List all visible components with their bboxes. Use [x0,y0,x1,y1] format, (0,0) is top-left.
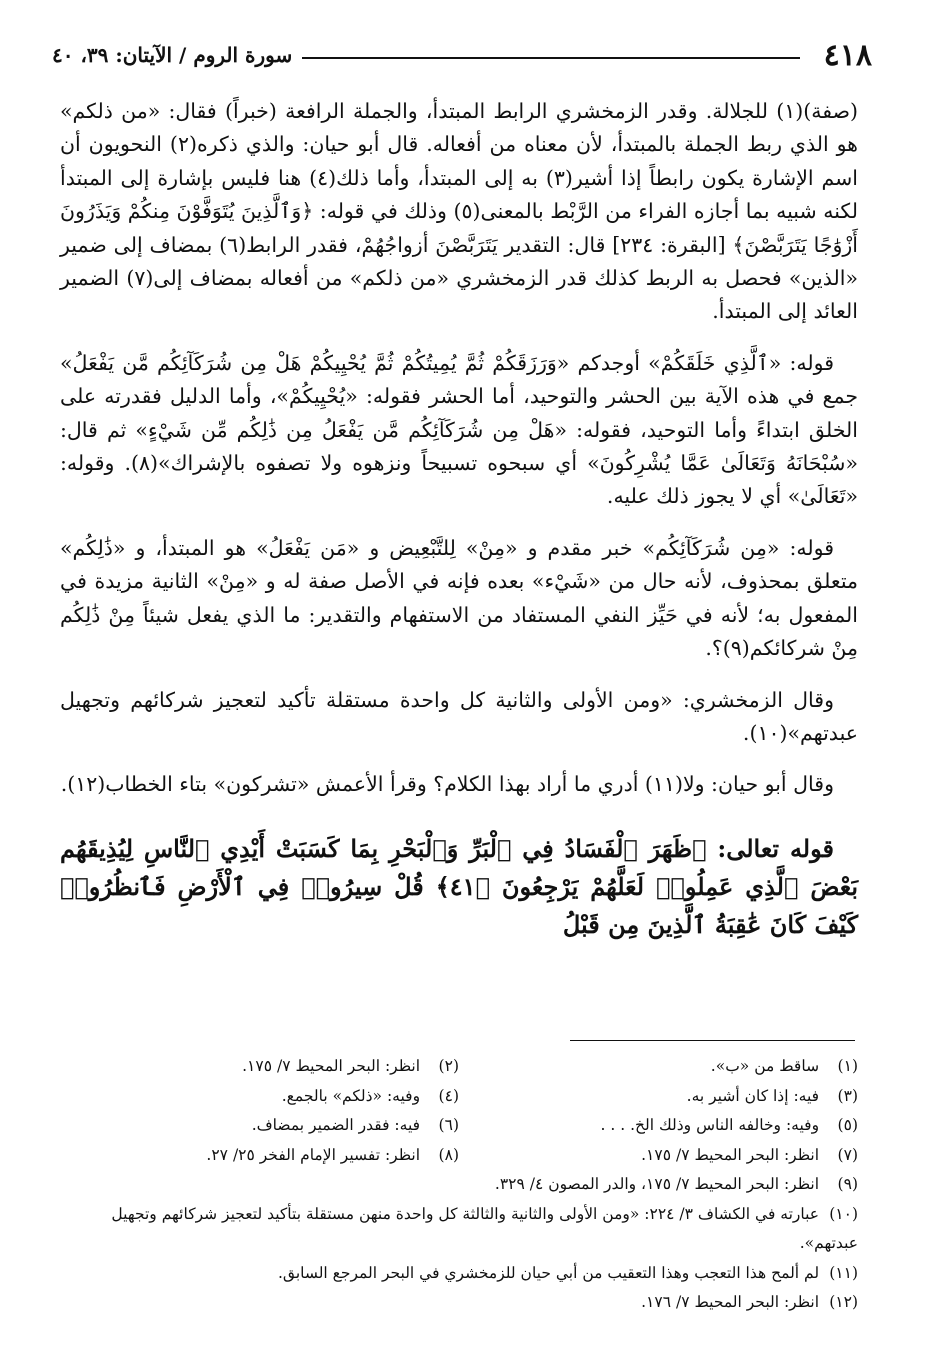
paragraph: وقال أبو حيان: ولا(١١) أدري ما أراد بهذا الكلام؟ وقرأ الأعمش «تشركون» بتاء الخطاب(١٢). [60,772,834,797]
footnote-text: انظر: البحر المحيط ٧/ ١٧٥. [242,1057,421,1075]
footnote-number: (١٠) [829,1204,858,1223]
footnote [60,1170,858,1200]
page-number: ٤١٨ [823,37,872,73]
footnote [459,1111,858,1141]
footnote-text: انظر: البحر المحيط ٧/ ١٧٥، والدر المصون ٤/ ٣٢٩. [494,1175,820,1193]
header-rule [302,57,799,59]
footnote-number: (٢) [438,1057,459,1075]
running-title: سورة الروم / الآيتان: ٣٩، ٤٠ [52,43,293,67]
footnote-row [60,1052,858,1082]
footnote-number: (١) [837,1057,858,1075]
quran-verse-paragraph: قوله تعالى: ﴿ظَهَرَ ٱلْفَسَادُ فِي ٱلْبَرِّ وَٱلْبَحْرِ بِمَا كَسَبَتْ أَيْدِي ٱلنَّاسِ لِيُذِيقَهُم بَعْضَ ٱلَّذِي عَمِلُوا۟ لَعَلَّهُمْ يَرْجِعُونَ ﴿٤١﴾ قُلْ سِيرُوا۟ فِي ٱلْأَرْضِ فَٱنظُرُوا۟ كَيْفَ كَانَ عَٰقِبَةُ ٱلَّذِينَ مِن قَبْلُ [60,833,858,939]
footnote [60,1259,858,1289]
footnote [60,1141,459,1171]
footnote-number: (١٢) [829,1293,858,1311]
footnote-number: (٩) [837,1175,858,1193]
footnote-text: انظر: تفسير الإمام الفخر ٢٥/ ٢٧. [206,1145,421,1164]
footnote [60,1200,858,1259]
footnote-row [60,1141,858,1171]
main-text [60,95,858,962]
footnote [60,1111,459,1141]
footnote-number: (١١) [829,1263,858,1282]
footnote [459,1052,858,1082]
footnote-row [60,1082,858,1112]
footnote-text: عبارته في الكشاف ٣/ ٢٢٤: «ومن الأولى والثانية والثالثة كل واحدة منهن مستقلة بتأكيد لتعجيز شركائهم وتجهيل عبدتهم». [111,1204,858,1252]
paragraph: وقال الزمخشري: «ومن الأولى والثانية كل واحدة مستقلة تأكيد لتعجيز شركائهم وتجهيل عبدتهم»(١٠). [60,687,858,745]
footnote-divider [570,1040,855,1041]
footnote-text: فيه: فقدر الضمير بمضاف. [251,1116,421,1134]
footnote-text: فيه: إذا كان أشير به. [686,1086,820,1105]
footnote [60,1082,459,1112]
footnote-number: (٦) [438,1116,459,1134]
footnote-text: وفيه: وخالفه الناس وذلك الخ. . . . [600,1116,820,1134]
footnote [459,1082,858,1112]
footnote [60,1288,858,1318]
footnote-text: ساقط من «ب». [710,1057,820,1075]
footnote-number: (٥) [837,1116,858,1134]
footnote-number: (٨) [438,1145,459,1164]
footnote-number: (٤) [438,1086,459,1105]
footnote [60,1052,459,1082]
footnote-text: لم ألمح هذا التعجب وهذا التعقيب من أبي حيان للزمخشري في البحر المرجع السابق. [277,1263,820,1282]
footnotes [60,1052,858,1318]
paragraph: قوله: «ٱلَّذِي خَلَقَكُمْ» أوجدكم «وَرَزَقَكُمْ ثُمَّ يُمِيتُكُمْ ثُمَّ يُحْيِيكُمْ هَلْ مِن شُرَكَآئِكُم مَّن يَفْعَلُ» جمع في هذه الآية بين الحشر والتوحيد، أما الحشر فقوله: «يُحْيِيكُمْ»، وأما الدليل فقدرته على الخلق ابتداءً وأما التوحيد، فقوله: «هَلْ مِن شُرَكَآئِكُم مَّن يَفْعَلُ مِن ذَٰلِكُم مِّن شَيْءٍ» ثم قال: «سُبْحَانَهُ وَتَعَالَىٰ عَمَّا يُشْرِكُونَ» أي سبحوه تسبيحاً ونزهوه ولا تصفوه بالإشراك»(٨). وقوله: «تَعَالَىٰ» أي لا يجوز ذلك عليه. [60,350,858,509]
footnote-text: انظر: البحر المحيط ٧/ ١٧٥. [641,1145,820,1164]
paragraph: (صفة)(١) للجلالة. وقدر الزمخشري الرابط المبتدأ، والجملة الرافعة (خبراً) فقال: «من ذلكم» هو الذي ربط الجملة بالمبتدأ، لأن معناه من أفعاله. قال أبو حيان: والذي ذكره(٢) النحويون أن اسم الإشارة يكون رابطاً إذا أشير(٣) به إلى المبتدأ، وأما ذلك(٤) هنا فليس بإشارة إلى المبتدأ لكنه شبيه بما أجازه الفراء من الرَّبْط بالمعنى(٥) وذلك في قوله: ﴿وَٱلَّذِينَ يُتَوَفَّوْنَ مِنكُمْ وَيَذَرُونَ أَزْوَٰجًا يَتَرَبَّصْنَ﴾ [البقرة: ٢٣٤] قال: التقدير يَتَرَبَّصْنَ أزواجُهُمْ، فقدر الرابط(٦) بمضاف إلى ضمير «الذين» فحصل به الربط كذلك قدر الزمخشري «من ذلكم» من أفعاله بمضاف إلى(٧) الضمير العائد إلى المبتدأ. [60,99,858,324]
footnote-text: انظر: البحر المحيط ٧/ ١٧٦. [641,1293,820,1311]
footnote-number: (٧) [837,1145,858,1164]
footnote [459,1141,858,1171]
footnote-text: وفيه: «ذلكم» بالجمع. [281,1086,421,1105]
paragraph: قوله: «مِن شُرَكَآئِكُم» خبر مقدم و «مِنْ» لِلتَّبْعِيض و «مَن يَفْعَلُ» هو المبتدأ، و «ذَٰلِكُم» متعلق بمحذوف، لأنه حال من «شَيْء» بعده فإنه في الأصل صفة له و «مِنْ» الثانية مزيدة في المفعول به؛ لأنه في حَيِّز النفي المستفاد من الاستفهام والتقدير: ما الذي يفعل شيئاً مِنْ ذَٰلِكُم مِنْ شركائكم(٩)؟. [60,535,858,661]
page-header [52,30,872,80]
footnote-row [60,1111,858,1141]
footnote-number: (٣) [837,1086,858,1105]
